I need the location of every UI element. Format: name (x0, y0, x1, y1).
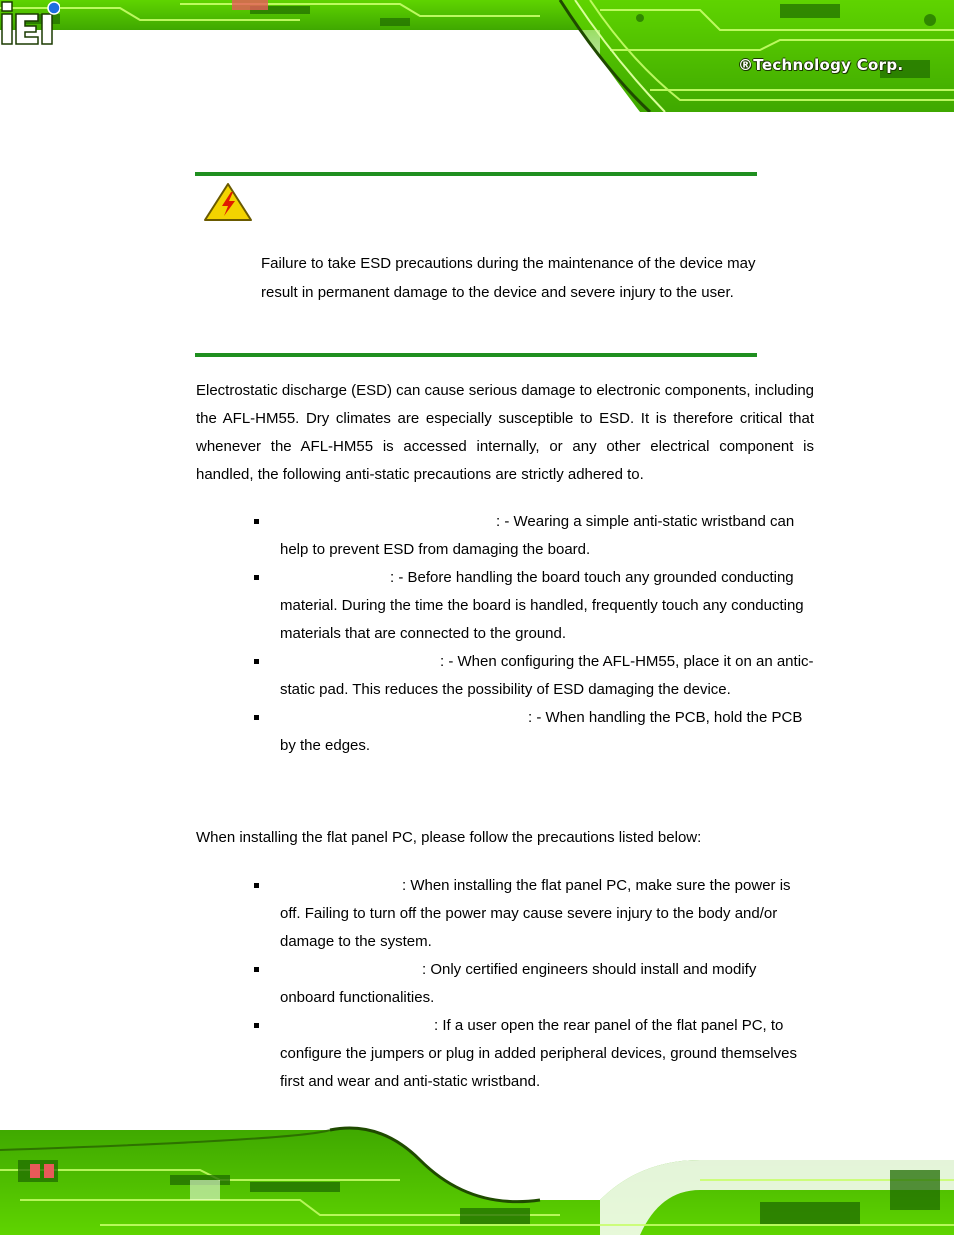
warning-top-rule (195, 172, 757, 176)
company-tagline: ®Technology Corp. (738, 56, 904, 74)
bullet-marker (254, 715, 259, 720)
list-item: : When installing the flat panel PC, make sure the power is off. Failing to turn off the power may cause severe injury to the body and/or damage to the system. (280, 872, 814, 956)
warning-text: Failure to take ESD precautions during the maintenance of the device may result in permanent damage to the device and severe injury to the user. (261, 255, 756, 301)
bullet-marker (254, 883, 259, 888)
warning-bottom-rule (195, 353, 757, 357)
warning-triangle-icon (203, 182, 253, 222)
pcb-footer-graphic (0, 1120, 954, 1235)
bullet-marker (254, 519, 259, 524)
list-item: : If a user open the rear panel of the flat panel PC, to configure the jumpers or plug in added peripheral devices, ground themselves first and wear and anti-static wristband. (280, 1012, 814, 1096)
bullet-marker (254, 575, 259, 580)
iei-logo (0, 0, 60, 46)
bullet-marker (254, 1023, 259, 1028)
install-intro-paragraph: When installing the flat panel PC, please follow the precautions listed below: (196, 829, 702, 846)
esd-intro-paragraph: Electrostatic discharge (ESD) can cause serious damage to electronic components, including the AFL-HM55. Dry climates are especially susceptible to ESD. It is therefore critical that whenever the AFL-HM55 is accessed internally, or any other electrical component is handled, the following anti-static precautions are strictly adhered to. (196, 382, 814, 483)
footer-banner (0, 1120, 954, 1235)
bullet-marker (254, 659, 259, 664)
list-item: : Only certified engineers should install and modify onboard functionalities. (280, 956, 814, 1012)
list-item: : - Before handling the board touch any grounded conducting material. During the time the board is handled, frequently touch any conducting materials that are connected to the ground. (280, 564, 814, 648)
header-banner (0, 0, 954, 112)
bullet-marker (254, 967, 259, 972)
list-item: : - Wearing a simple anti-static wristband can help to prevent ESD from damaging the board. (280, 508, 814, 564)
list-item: : - When configuring the AFL-HM55, place it on an antic-static pad. This reduces the possibility of ESD damaging the device. (280, 648, 814, 704)
list-item: : - When handling the PCB, hold the PCB by the edges. (280, 704, 814, 760)
